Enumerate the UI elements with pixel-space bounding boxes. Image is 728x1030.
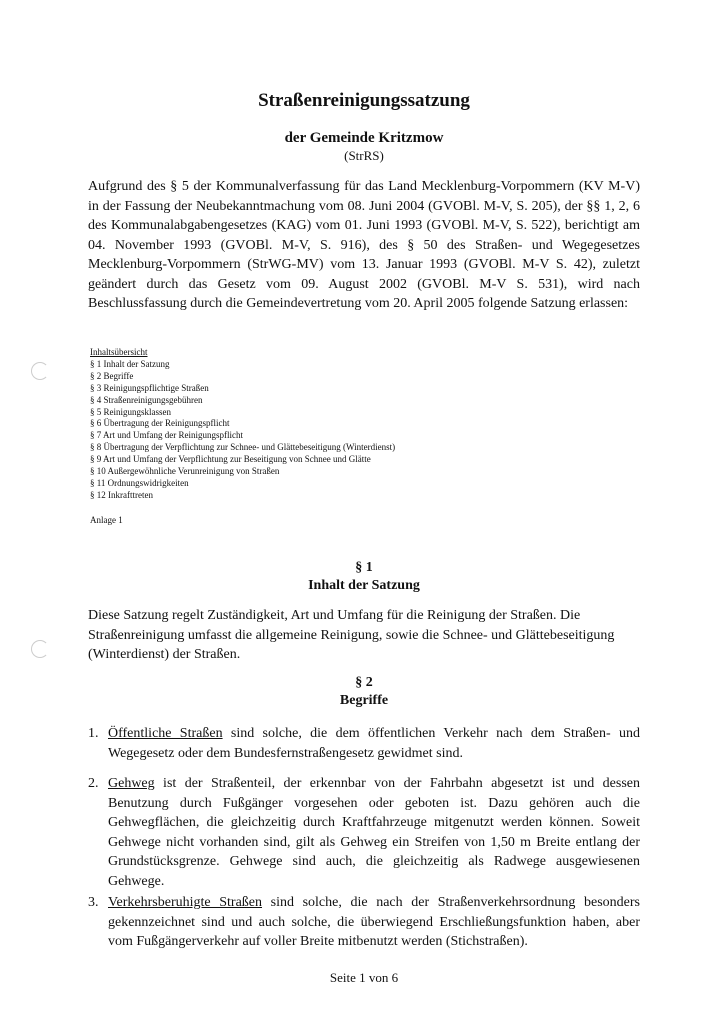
toc-item: § 2 Begriffe [90, 370, 134, 381]
preamble-paragraph: Aufgrund des § 5 der Kommunalverfassung für das Land Mecklenburg-Vorpommern (KV M-V) in der Fassung der Neubekanntmachung vom 08. Juni 2004 (GVOBl. M-V, S. 205), der §§ 1, 2, 6 des Kommunalabgabengesetzes (KAG) vom 01. Juni 1993 (GVOBl. M-V, S. 522), berichtigt am 04. November 1993 (GVOBl. M-V, S. 916), des § 50 des Straßen- und Wegegesetzes Mecklenburg-Vorpommern (StrWG-MV) vom 13. Januar 1993 (GVOBl. M-V S. 42), zuletzt geändert durch das Gesetz vom 09. August 2002 (GVOBl. M-V S. 531), wird nach Beschlussfassung durch die Gemeindevertretung vom 20. April 2005 folgende Satzung erlassen: [88, 179, 640, 311]
document-title: Straßenreinigungssatzung [258, 90, 470, 111]
toc-item: § 4 Straßenreinigungsgebühren [90, 394, 203, 405]
toc-item: § 8 Übertragung der Verpflichtung zur Schnee- und Glättebeseitigung (Winterdienst) [90, 442, 396, 453]
section-1-number: § 1 [355, 560, 373, 575]
attachment-note: Anlage 1 [90, 515, 123, 525]
definition-text: sind solche, die dem öffentlichen Verkehr nach dem Straßen- und Wegegesetz oder dem Bundesfernstraßengesetz gewidmet sind. [108, 726, 640, 761]
definition-item [88, 724, 640, 763]
section-2-title: Begriffe [339, 693, 389, 708]
punch-hole-mark [31, 640, 49, 658]
toc-item: § 6 Übertragung der Reinigungspflicht [90, 418, 230, 429]
section-2-number: § 2 [355, 675, 373, 690]
defined-term: Öffentliche Straßen [108, 726, 223, 741]
toc-item: § 5 Reinigungsklassen [90, 406, 171, 417]
document-subtitle: der Gemeinde Kritzmow [284, 130, 444, 146]
section-1-text: Diese Satzung regelt Zuständigkeit, Art und Umfang für die Reinigung der Straßen. Die Straßenreinigung umfasst die allgemeine Reinigung, sowie die Schnee- und Glättebeseitigung (Winterdienst) der Straßen. [88, 608, 615, 662]
definition-text: ist der Straßenteil, der erkennbar von der Fahrbahn abgesetzt ist und dessen Benutzung durch Fußgänger vorgesehen oder geboten ist. Dazu gehören auch die Gehwegflächen, die gleichzeitig durch Kraftfahrzeuge mitgenutzt werden können. Soweit Gehwege nicht vorhanden sind, gilt als Gehweg ein Streifen von 1,50 m Breite entlang der Grundstücksgrenze. Gehwege sind auch, die gleichzeitig als Radwege ausgewiesenen Gehwege. [108, 776, 640, 889]
toc-item: § 7 Art und Umfang der Reinigungspflicht [90, 430, 243, 441]
item-number: 1. [88, 726, 99, 741]
toc-item: § 1 Inhalt der Satzung [90, 358, 170, 369]
defined-term: Gehweg [108, 776, 155, 791]
toc-item: § 12 Inkrafttreten [90, 489, 153, 500]
section-1-title: Inhalt der Satzung [308, 578, 420, 593]
table-of-contents [90, 347, 395, 502]
punch-hole-mark [31, 362, 49, 380]
item-number: 3. [88, 895, 99, 910]
toc-heading: Inhaltsübersicht [90, 347, 148, 357]
definition-item [88, 774, 640, 891]
document-abbreviation: (StrRS) [344, 148, 384, 163]
definition-text: sind solche, die nach der Straßenverkehrsordnung besonders gekennzeichnet sind und auch solche, die überwiegend Erschließungsfunktion haben, aber vom Fußgängerverkehr auf voller Breite mitbenutzt werden (Stichstraßen). [108, 895, 640, 949]
defined-term: Verkehrsberuhigte Straßen [108, 895, 263, 910]
item-number: 2. [88, 776, 99, 791]
toc-item: § 11 Ordnungswidrigkeiten [90, 477, 189, 488]
toc-item: § 9 Art und Umfang der Verpflichtung zur Beseitigung von Schnee und Glätte [90, 454, 371, 465]
definition-item [88, 893, 640, 952]
page-footer: Seite 1 von 6 [329, 970, 399, 985]
toc-item: § 3 Reinigungspflichtige Straßen [90, 382, 209, 393]
toc-item: § 10 Außergewöhnliche Verunreinigung von Straßen [90, 466, 280, 477]
